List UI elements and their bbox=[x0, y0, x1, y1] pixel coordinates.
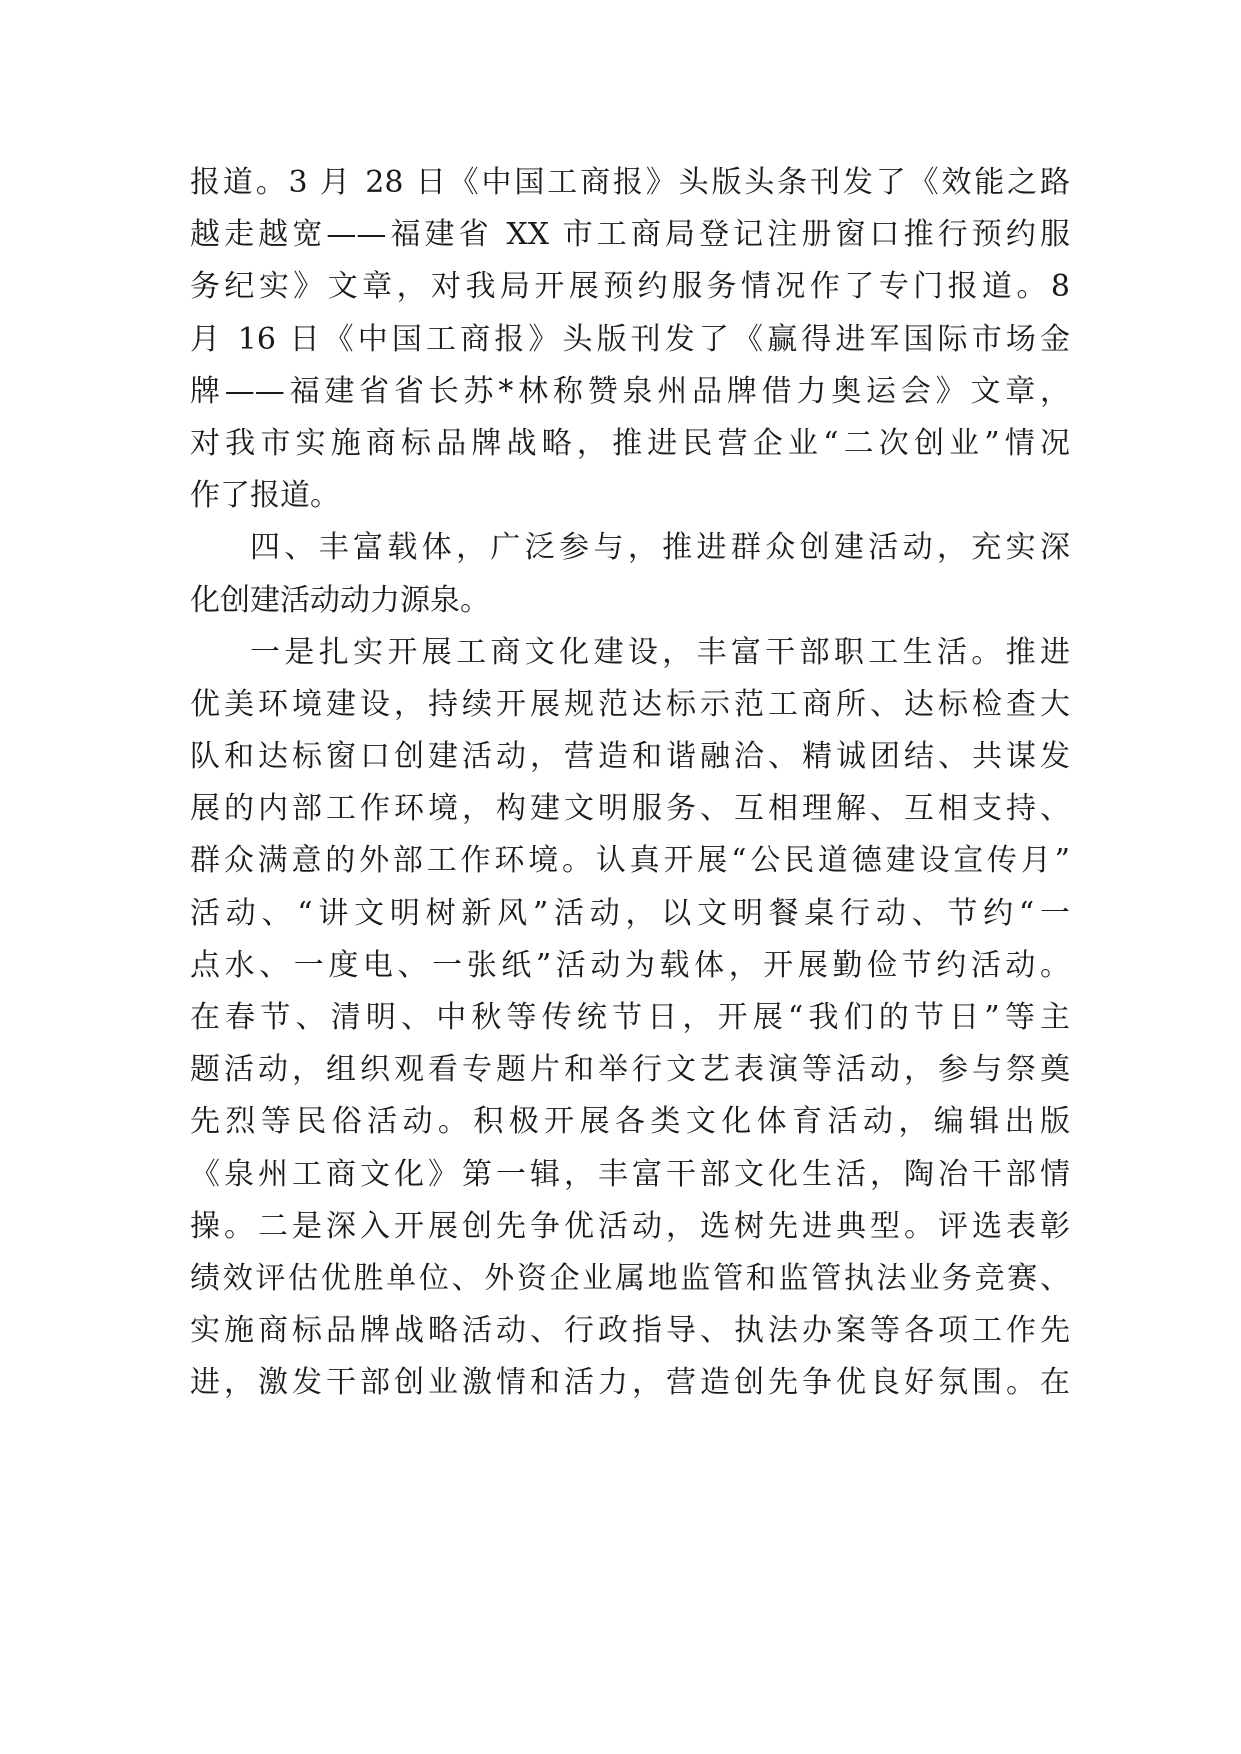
text-line-7: 作了报道。 bbox=[190, 478, 340, 514]
paragraph-line-9: 题活动，组织观看专题片和举行文艺表演等活动，参与祭奠 bbox=[190, 1052, 1070, 1088]
paragraph-line-8: 在春节、清明、中秋等传统节日，开展“我们的节日”等主 bbox=[190, 1000, 1070, 1035]
section-heading-line-2: 化创建活动动力源泉。 bbox=[190, 582, 490, 618]
text-line-5: 牌——福建省省长苏*林称赞泉州品牌借力奥运会》文章， bbox=[190, 373, 1070, 409]
text-line-2: 越走越宽——福建省 XX 市工商局登记注册窗口推行预约服 bbox=[190, 217, 1070, 253]
paragraph-line-14: 实施商标品牌战略活动、行政指导、执法办案等各项工作先 bbox=[190, 1313, 1070, 1349]
text-line-4: 月 16 日《中国工商报》头版刊发了《赢得进军国际市场金 bbox=[190, 321, 1070, 357]
paragraph-line-11: 《泉州工商文化》第一辑，丰富干部文化生活，陶冶干部情 bbox=[190, 1156, 1070, 1192]
paragraph-line-5: 群众满意的外部工作环境。认真开展“公民道德建设宣传月” bbox=[190, 843, 1070, 879]
paragraph-line-6: 活动、“讲文明树新风”活动，以文明餐桌行动、节约“一 bbox=[190, 895, 1070, 931]
paragraph-line-7: 点水、一度电、一张纸”活动为载体，开展勤俭节约活动。 bbox=[190, 947, 1070, 983]
text-line-3: 务纪实》文章，对我局开展预约服务情况作了专门报道。8 bbox=[190, 269, 1070, 305]
text-line-6: 对我市实施商标品牌战略，推进民营企业“二次创业”情况 bbox=[190, 425, 1070, 461]
paragraph-line-15: 进，激发干部创业激情和活力，营造创先争优良好氛围。在 bbox=[190, 1365, 1070, 1401]
paragraph-line-3: 队和达标窗口创建活动，营造和谐融洽、精诚团结、共谋发 bbox=[190, 739, 1070, 775]
paragraph-line-4: 展的内部工作环境，构建文明服务、互相理解、互相支持、 bbox=[190, 791, 1070, 827]
text-line-1: 报道。3 月 28 日《中国工商报》头版头条刊发了《效能之路 bbox=[190, 165, 1070, 200]
paragraph-line-10: 先烈等民俗活动。积极开展各类文化体育活动，编辑出版 bbox=[190, 1104, 1070, 1140]
paragraph-line-13: 绩效评估优胜单位、外资企业属地监管和监管执法业务竞赛、 bbox=[190, 1260, 1070, 1296]
paragraph-line-1: 一是扎实开展工商文化建设，丰富干部职工生活。推进 bbox=[250, 634, 1070, 670]
section-heading-line-1: 四、丰富载体，广泛参与，推进群众创建活动，充实深 bbox=[250, 530, 1070, 566]
document-body bbox=[190, 157, 1070, 1410]
paragraph-line-12: 操。二是深入开展创先争优活动，选树先进典型。评选表彰 bbox=[190, 1208, 1070, 1244]
paragraph-line-2: 优美环境建设，持续开展规范达标示范工商所、达标检查大 bbox=[190, 686, 1070, 722]
